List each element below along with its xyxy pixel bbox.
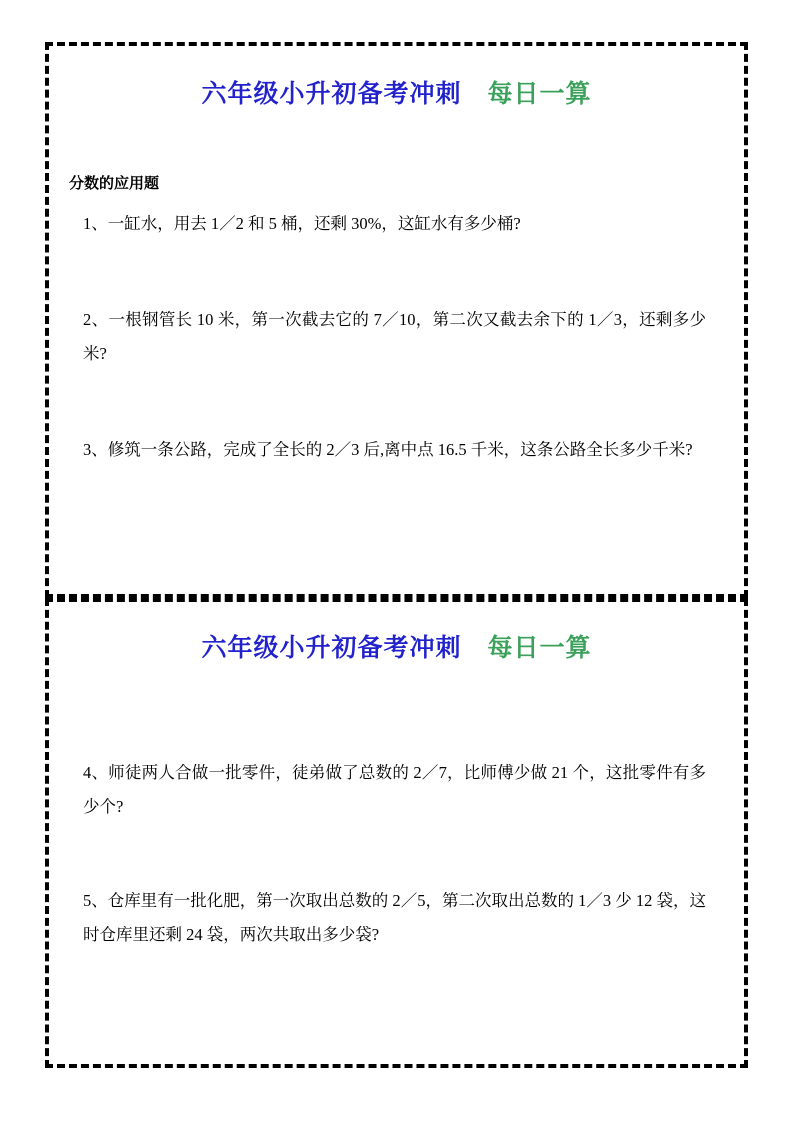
worksheet-bottom-subtitle: 每日一算 [487, 635, 592, 662]
worksheet-top [45, 42, 748, 598]
worksheet-bottom-header [49, 628, 744, 664]
question-item-4: 4、师徒两人合做一批零件，徒弟做了总数的 2／7，比师傅少做 21 个，这批零件有多少个? [83, 763, 706, 816]
worksheet-top-header [49, 74, 744, 110]
question-item-1: 1、一缸水，用去 1／2 和 5 桶，还剩 30%，这缸水有多少桶? [83, 214, 521, 233]
question-item-5: 5、仓库里有一批化肥，第一次取出总数的 2／5，第二次取出总数的 1／3 少 12 袋，这时仓库里还剩 24 袋，两次共取出多少袋? [83, 891, 707, 944]
question-item-2: 2、一根钢管长 10 米，第一次截去它的 7／10，第二次又截去余下的 1／3，还剩多少米? [83, 310, 706, 363]
question-item-3: 3、修筑一条公路，完成了全长的 2／3 后,离中点 16.5 千米，这条公路全长多少千米? [83, 440, 693, 459]
worksheet-top-subtitle: 每日一算 [487, 81, 592, 108]
worksheet-top-title: 六年级小升初备考冲刺 [201, 81, 462, 108]
spacer [49, 664, 744, 742]
worksheet-bottom-title: 六年级小升初备考冲刺 [201, 635, 462, 662]
worksheet-bottom-body [49, 756, 744, 952]
worksheet-bottom [45, 598, 748, 1068]
section-label-fraction-problems: 分数的应用题 [69, 176, 160, 192]
worksheet-top-body [49, 207, 744, 467]
